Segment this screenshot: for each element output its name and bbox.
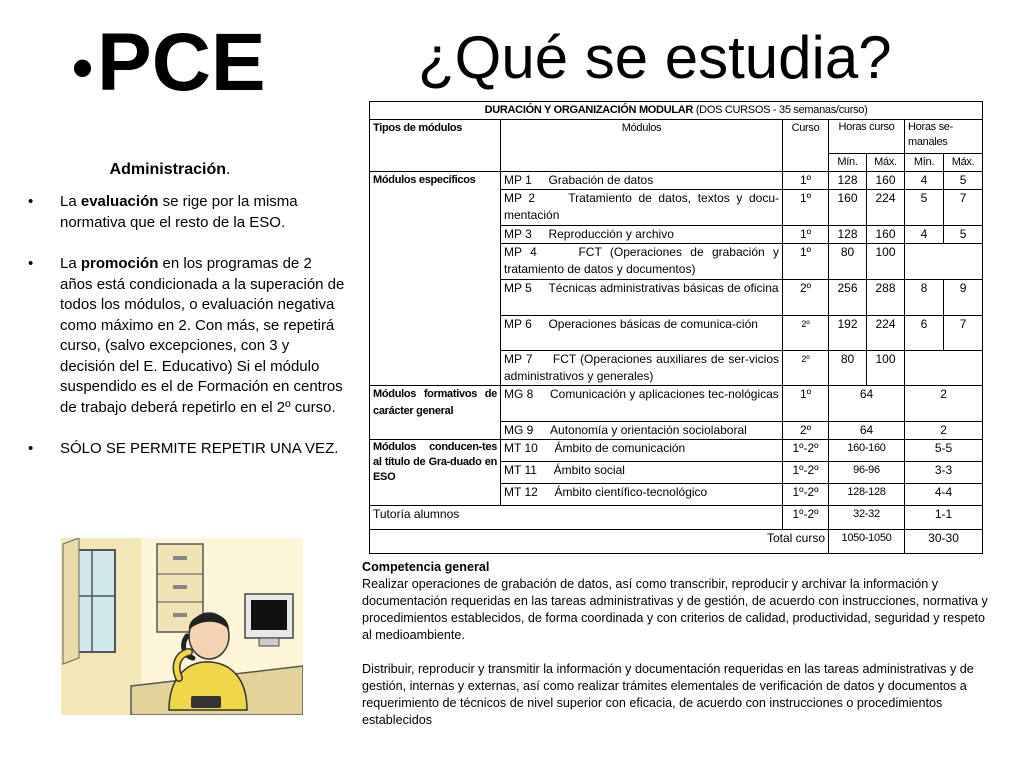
semanal-min-cell: 6 (905, 316, 944, 351)
module-name: Ámbito científico-tecnológico (554, 485, 708, 499)
bullet-text-pre: SÓLO SE PERMITE REPETIR UNA VEZ. (60, 440, 339, 457)
module-name: Técnicas administrativas básicas de oficina (548, 281, 779, 295)
module-cell (501, 226, 783, 244)
module-code: MP 7 (504, 352, 533, 366)
semanal-max-cell: 9 (944, 280, 983, 316)
horas-max-cell: 100 (867, 351, 905, 386)
module-name: Ámbito de comunicación (554, 441, 686, 455)
title-bullet: • (72, 34, 94, 102)
semanal-cell: 5-5 (905, 440, 983, 462)
page-title: ¿Qué se estudia? (418, 24, 892, 91)
bullet-item-promocion (28, 254, 346, 418)
horas-max-cell: 224 (867, 190, 905, 226)
module-name: Operaciones básicas de comunica-ción (548, 317, 758, 331)
header-min: Mín. (905, 154, 944, 172)
bullet-marker: • (28, 255, 34, 272)
horas-min-cell: 160 (829, 190, 867, 226)
module-name: Grabación de datos (548, 173, 654, 187)
curso-cell: 2º (783, 422, 829, 440)
bullet-item-evaluacion (28, 192, 346, 233)
group-conducentes: Módulos conducen-tes al título de Gra-duado en ESO (370, 440, 501, 506)
modules-table (369, 101, 982, 554)
header-modulos: Módulos (501, 120, 783, 172)
header-curso: Curso (783, 120, 829, 172)
module-code: MP 1 (504, 173, 532, 187)
bullet-text-pre: La (60, 255, 81, 272)
semanal-min-cell: 5 (905, 190, 944, 226)
horas-cell: 96-96 (829, 462, 905, 484)
semanal-empty-cell (905, 351, 983, 386)
competencia-heading: Competencia general (362, 560, 490, 574)
semanal-min-cell: 8 (905, 280, 944, 316)
curso-cell: 1º (783, 226, 829, 244)
curso-cell: 1º-2º (783, 440, 829, 462)
module-cell (501, 316, 783, 351)
table-caption (370, 102, 983, 120)
module-cell (501, 462, 783, 484)
module-code: MP 6 (504, 317, 532, 331)
semanal-empty-cell (905, 244, 983, 280)
semanal-cell: 4-4 (905, 484, 983, 506)
subtitle-suffix: . (226, 161, 231, 178)
bullet-text-post: se rige por la misma normativa que el resto de la ESO. (60, 193, 298, 231)
module-cell (501, 172, 783, 190)
header-max: Máx. (944, 154, 983, 172)
curso-cell: 1º-2º (783, 506, 829, 530)
semanal-min-cell: 4 (905, 172, 944, 190)
tutoria-label: Tutoría alumnos (370, 506, 783, 530)
semanal-max-cell: 7 (944, 190, 983, 226)
horas-min-cell: 80 (829, 351, 867, 386)
bullet-item-repetir (28, 439, 346, 460)
competencia-paragraph: Realizar operaciones de grabación de datos, así como transcribir, reproducir y archivar la información y documentación requeridas en las tareas administrativas y de gestión, de acuerdo con instrucciones, normativa y procedimientos establecidos, de forma coordinada y con criterios de calidad, productividad, seguridad y respeto al medioambiente. (362, 577, 988, 642)
header-horas-curso: Horas curso (829, 120, 905, 154)
module-code: MT 10 (504, 441, 538, 455)
module-cell (501, 351, 783, 386)
module-cell (501, 386, 783, 422)
module-cell (501, 190, 783, 226)
curso-cell: 2º (783, 351, 829, 386)
total-horas: 1050-1050 (829, 530, 905, 554)
semanal-min-cell: 4 (905, 226, 944, 244)
horas-cell: 128-128 (829, 484, 905, 506)
horas-min-cell: 256 (829, 280, 867, 316)
module-code: MP 2 (504, 191, 536, 205)
semanal-cell: 1-1 (905, 506, 983, 530)
header-min: Mín. (829, 154, 867, 172)
semanal-cell: 3-3 (905, 462, 983, 484)
module-name: FCT (Operaciones de grabación y tratamiento de datos y documentos) (504, 245, 779, 276)
title-acronym-text: PCE (97, 17, 266, 108)
bullet-text-bold: promoción (80, 255, 159, 272)
group-formativos: Módulos formativos de carácter general (370, 386, 501, 440)
bullet-text-bold: evaluación (80, 193, 159, 210)
total-semanal: 30-30 (905, 530, 983, 554)
module-name: Reproducción y archivo (548, 227, 674, 241)
horas-min-cell: 192 (829, 316, 867, 351)
module-code: MP 4 (504, 245, 537, 259)
semanal-max-cell: 5 (944, 172, 983, 190)
competencia-paragraph: Distribuir, reproducir y transmitir la información y documentación requeridas en las tareas administrativas y de gestión, internas y externas, así como realizar trámites elementales de verificación de datos y documentos a requerimiento de técnicos de nivel superior con eficacia, de acuerdo con instrucciones o procedimientos establecidos (362, 662, 974, 727)
curso-cell: 1º (783, 172, 829, 190)
curso-cell: 2º (783, 280, 829, 316)
horas-cell: 64 (829, 422, 905, 440)
module-code: MG 8 (504, 387, 534, 401)
semanal-cell: 2 (905, 422, 983, 440)
module-cell (501, 484, 783, 506)
module-name: Comunicación y aplicaciones tec-nológicas (550, 387, 779, 401)
horas-max-cell: 100 (867, 244, 905, 280)
paragraph-gap (362, 644, 992, 661)
module-name: Tratamiento de datos, textos y docu-mentación (504, 191, 780, 222)
curso-cell: 1º (783, 190, 829, 226)
total-label: Total curso (370, 530, 829, 554)
semanal-max-cell: 5 (944, 226, 983, 244)
group-especificos: Módulos específicos (370, 172, 501, 386)
page-title-acronym (72, 17, 266, 108)
table-caption-rest: (DOS CURSOS - 35 semanas/curso) (693, 104, 868, 116)
semanal-cell: 2 (905, 386, 983, 422)
semanal-max-cell: 7 (944, 316, 983, 351)
module-cell (501, 280, 783, 316)
horas-max-cell: 160 (867, 172, 905, 190)
header-tipos: Tipos de módulos (370, 120, 501, 172)
horas-min-cell: 128 (829, 172, 867, 190)
header-horas-semanales: Horas se-manales (905, 120, 983, 154)
office-worker-illustration (61, 538, 303, 715)
module-cell (501, 440, 783, 462)
module-name: Autonomía y orientación sociolaboral (550, 423, 747, 437)
bullet-marker: • (28, 193, 34, 210)
module-cell (501, 422, 783, 440)
horas-min-cell: 128 (829, 226, 867, 244)
header-max: Máx. (867, 154, 905, 172)
competencia-section (362, 559, 992, 729)
curso-cell: 1º-2º (783, 462, 829, 484)
module-code: MP 5 (504, 281, 532, 295)
module-code: MG 9 (504, 423, 534, 437)
horas-cell: 32-32 (829, 506, 905, 530)
curso-cell: 2º (783, 316, 829, 351)
curso-cell: 1º (783, 244, 829, 280)
bullet-text-pre: La (60, 193, 81, 210)
curso-cell: 1º (783, 386, 829, 422)
section-subtitle (0, 162, 340, 178)
module-code: MT 12 (504, 485, 538, 499)
horas-min-cell: 80 (829, 244, 867, 280)
bullet-list (28, 192, 346, 481)
horas-cell: 160-160 (829, 440, 905, 462)
module-code: MP 3 (504, 227, 532, 241)
horas-max-cell: 160 (867, 226, 905, 244)
bullet-marker: • (28, 440, 34, 457)
table-caption-bold: DURACIÓN Y ORGANIZACIÓN MODULAR (484, 104, 694, 116)
module-name: Ámbito social (553, 463, 625, 477)
module-cell (501, 244, 783, 280)
subtitle-text: Administración (109, 161, 226, 178)
module-name: FCT (Operaciones auxiliares de ser-vicios administrativos y generales) (504, 352, 779, 383)
bullet-text-post: en los programas de 2 años está condicionada a la superación de todos los módulos, o evaluación negativa como máximo en 2. Con más, se repetirá curso, (salvo excepciones, con 3 y decisión del E. Educativo) Si el módulo suspendido es el de Formación en centros de trabajo deberá repetirlo en el 2º curso. (60, 255, 345, 416)
horas-max-cell: 224 (867, 316, 905, 351)
curso-cell: 1º-2º (783, 484, 829, 506)
module-code: MT 11 (504, 463, 537, 477)
horas-max-cell: 288 (867, 280, 905, 316)
horas-cell: 64 (829, 386, 905, 422)
